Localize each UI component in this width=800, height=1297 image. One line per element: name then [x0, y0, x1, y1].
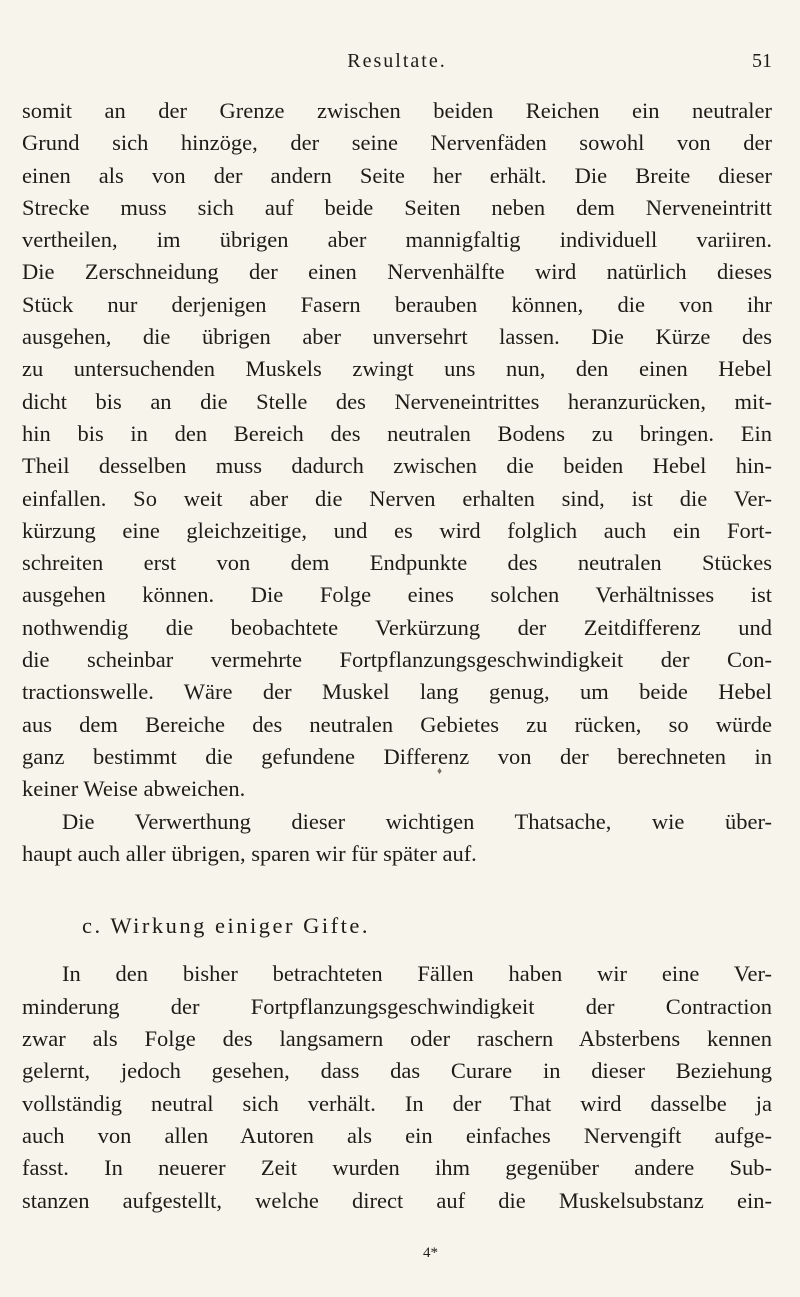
text-line: schreiten erst von dem Endpunkte des neutralen Stückes [22, 550, 772, 576]
text-line: kürzung eine gleichzeitige, und es wird folglich auch ein Fort- [22, 517, 772, 543]
text-line: vertheilen, im übrigen aber mannigfaltig individuell variiren. [22, 227, 772, 253]
text-line: die scheinbar vermehrte Fortpflanzungsgeschwindigkeit der Con- [22, 647, 772, 673]
page-number: 51 [752, 50, 772, 72]
text-line: Strecke muss sich auf beide Seiten neben dem Nerveneintritt [22, 194, 772, 220]
paragraph-3 [22, 958, 772, 1216]
text-line: ausgehen, die übrigen aber unversehrt lassen. Die Kürze des [22, 324, 772, 350]
text-line: In den bisher betrachteten Fällen haben wir eine Ver- [62, 961, 772, 987]
text-line: fasst. In neuerer Zeit wurden ihm gegenüber andere Sub- [22, 1155, 772, 1181]
text-line: aus dem Bereiche des neutralen Gebietes zu rücken, so würde [22, 711, 772, 737]
text-line: einen als von der andern Seite her erhält. Die Breite dieser [22, 162, 772, 188]
text-line: ausgehen können. Die Folge eines solchen Verhältnisses ist [22, 582, 772, 608]
paragraph-2 [22, 806, 772, 871]
text-line: minderung der Fortpflanzungsgeschwindigkeit der Contraction [22, 993, 772, 1019]
text-line: Theil desselben muss dadurch zwischen die beiden Hebel hin- [22, 453, 772, 479]
text-line: Die Verwerthung dieser wichtigen Thatsache, wie über- [62, 808, 772, 834]
text-line: einfallen. So weit aber die Nerven erhalten sind, ist die Ver- [22, 485, 772, 511]
running-head [22, 50, 772, 80]
text-line: ganz bestimmt die gefundene Differenz von der berechneten in [22, 743, 772, 769]
text-line: keiner Weise abweichen. [22, 776, 246, 802]
printer-mark: ♦ [437, 766, 443, 777]
text-line: zwar als Folge des langsamern oder raschern Absterbens kennen [22, 1026, 772, 1052]
text-line: tractionswelle. Wäre der Muskel lang genug, um beide Hebel [22, 679, 772, 705]
text-line: Stück nur derjenigen Fasern berauben können, die von ihr [22, 291, 772, 317]
text-line: somit an der Grenze zwischen beiden Reichen ein neutraler [22, 98, 772, 123]
signature-mark: 4* [423, 1245, 438, 1261]
text-line: nothwendig die beobachtete Verkürzung der Zeitdifferenz und [22, 614, 772, 640]
text-line: Grund sich hinzöge, der seine Nervenfäden sowohl von der [22, 130, 772, 156]
text-line: auch von allen Autoren als ein einfaches Nervengift aufge- [22, 1122, 772, 1148]
section-heading: c. Wirkung einiger Gifte. [82, 913, 370, 939]
text-line: zu untersuchenden Muskels zwingt uns nun, den einen Hebel [22, 356, 772, 382]
text-line: gelernt, jedoch gesehen, dass das Curare in dieser Beziehung [22, 1058, 772, 1084]
text-line: hin bis in den Bereich des neutralen Bodens zu bringen. Ein [22, 420, 772, 446]
running-title: Resultate. [347, 50, 447, 72]
paragraph-1 [22, 95, 772, 806]
text-line: vollständig neutral sich verhält. In der That wird dasselbe ja [22, 1090, 772, 1116]
text-line: haupt auch aller übrigen, sparen wir für später auf. [22, 840, 477, 866]
text-line: dicht bis an die Stelle des Nerveneintrittes heranzurücken, mit- [22, 388, 772, 414]
text-line: Die Zerschneidung der einen Nervenhälfte wird natürlich dieses [22, 259, 772, 285]
body-text [22, 95, 772, 1217]
text-line: stanzen aufgestellt, welche direct auf die Muskelsubstanz ein- [22, 1187, 772, 1213]
